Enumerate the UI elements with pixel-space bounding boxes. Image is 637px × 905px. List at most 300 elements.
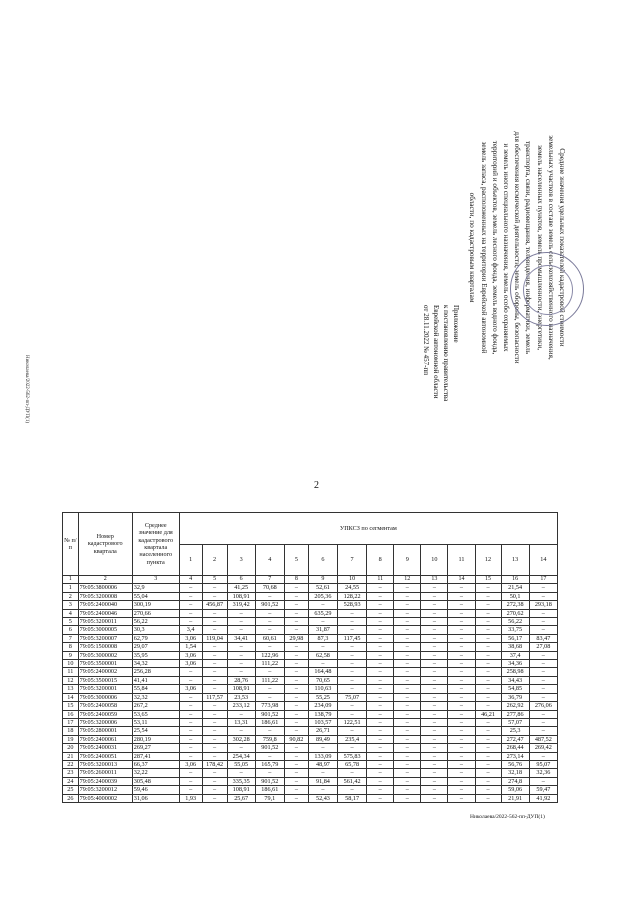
table-cell: 138,79 xyxy=(308,710,337,718)
table-cell: – xyxy=(448,584,475,592)
table-cell: 79:05:3200006 xyxy=(78,718,132,726)
table-cell: – xyxy=(475,592,501,600)
table-cell: 79:05:3000006 xyxy=(78,693,132,701)
table-cell: – xyxy=(421,735,448,743)
table-cell: 53,65 xyxy=(132,710,179,718)
table-cell: 79:05:3500015 xyxy=(78,676,132,684)
table-cell: 62,79 xyxy=(132,634,179,642)
table-cell: – xyxy=(308,618,337,626)
table-cell: – xyxy=(475,735,501,743)
table-cell: – xyxy=(308,786,337,794)
segment-header: 7 xyxy=(338,544,367,576)
table-cell: – xyxy=(421,752,448,760)
table-cell: 108,91 xyxy=(227,685,255,693)
table-cell: – xyxy=(529,710,557,718)
table-cell: – xyxy=(202,794,227,802)
table-row xyxy=(63,668,558,676)
table-cell: – xyxy=(284,660,308,668)
table-cell: 34,41 xyxy=(227,634,255,642)
table-cell: – xyxy=(475,777,501,785)
table-cell: – xyxy=(179,752,202,760)
table-cell: 79:05:2400031 xyxy=(78,744,132,752)
table-cell: 273,14 xyxy=(501,752,529,760)
column-number: 6 xyxy=(227,576,255,584)
table-cell: 89,49 xyxy=(308,735,337,743)
table-cell: 103,57 xyxy=(308,718,337,726)
table-cell: – xyxy=(227,651,255,659)
table-cell: 20 xyxy=(63,744,79,752)
table-cell: – xyxy=(367,794,394,802)
table-cell: 272,47 xyxy=(501,735,529,743)
segment-header: 1 xyxy=(179,544,202,576)
table-cell: 79:05:3500001 xyxy=(78,660,132,668)
table-cell: 79:05:3200008 xyxy=(78,592,132,600)
table-cell: – xyxy=(202,668,227,676)
table-cell: – xyxy=(421,660,448,668)
table-cell: – xyxy=(179,601,202,609)
table-cell: 29,98 xyxy=(284,634,308,642)
table-cell: – xyxy=(367,601,394,609)
table-cell: – xyxy=(421,794,448,802)
table-cell: – xyxy=(179,702,202,710)
table-cell: 48,97 xyxy=(308,760,337,768)
table-cell: – xyxy=(394,601,421,609)
table-cell: – xyxy=(367,710,394,718)
table-cell: – xyxy=(255,643,284,651)
table-cell: 7 xyxy=(63,634,79,642)
col-header-quarter: Номер кадастрового квартала xyxy=(78,513,132,576)
table-cell: – xyxy=(421,769,448,777)
table-cell: – xyxy=(394,676,421,684)
table-cell: 90,82 xyxy=(284,735,308,743)
table-cell: 8 xyxy=(63,643,79,651)
table-cell: – xyxy=(284,626,308,634)
table-cell: 31,87 xyxy=(308,626,337,634)
column-number: 11 xyxy=(367,576,394,584)
table-cell: 83,47 xyxy=(529,634,557,642)
table-cell: 302,28 xyxy=(227,735,255,743)
table-cell: – xyxy=(529,626,557,634)
table-cell: – xyxy=(421,685,448,693)
table-cell: 32,32 xyxy=(132,693,179,701)
table-cell: 46,21 xyxy=(475,710,501,718)
table-cell: 3,4 xyxy=(179,626,202,634)
table-cell: – xyxy=(448,651,475,659)
table-cell: – xyxy=(367,618,394,626)
table-cell: – xyxy=(421,584,448,592)
table-cell: 31,06 xyxy=(132,794,179,802)
column-number: 17 xyxy=(529,576,557,584)
table-cell: – xyxy=(338,744,367,752)
table-cell: 561,42 xyxy=(338,777,367,785)
table-cell: – xyxy=(284,794,308,802)
table-cell: 56,22 xyxy=(132,618,179,626)
table-cell: 277,86 xyxy=(501,710,529,718)
table-cell: 70,65 xyxy=(308,676,337,684)
table-cell: – xyxy=(529,727,557,735)
table-cell: 32,22 xyxy=(132,769,179,777)
table-cell: – xyxy=(179,727,202,735)
table-cell: – xyxy=(394,693,421,701)
appendix-line: Еврейской автономной области xyxy=(432,305,440,399)
table-cell: 256,28 xyxy=(132,668,179,676)
table-row xyxy=(63,735,558,743)
table-cell: 335,35 xyxy=(227,777,255,785)
table-cell: – xyxy=(284,693,308,701)
table-cell: – xyxy=(284,651,308,659)
table-cell: – xyxy=(202,786,227,794)
table-cell: 13 xyxy=(63,685,79,693)
table-cell: – xyxy=(338,676,367,684)
table-cell: – xyxy=(202,769,227,777)
table-cell: 79:05:2400051 xyxy=(78,752,132,760)
table-row xyxy=(63,794,558,802)
table-cell: – xyxy=(421,609,448,617)
table-cell: 1 xyxy=(63,584,79,592)
table-cell: – xyxy=(367,718,394,726)
column-number: 13 xyxy=(421,576,448,584)
table-cell: – xyxy=(202,651,227,659)
table-cell: 79:05:2400039 xyxy=(78,777,132,785)
table-cell: 111,22 xyxy=(255,676,284,684)
table-cell: 254,34 xyxy=(227,752,255,760)
table-cell: 70,68 xyxy=(255,584,284,592)
table-cell: 32,9 xyxy=(132,584,179,592)
table-cell: – xyxy=(255,668,284,676)
table-cell: – xyxy=(448,718,475,726)
table-cell: – xyxy=(421,651,448,659)
table-cell: – xyxy=(448,769,475,777)
table-cell: – xyxy=(308,643,337,651)
table-cell: 17 xyxy=(63,718,79,726)
column-number: 7 xyxy=(255,576,284,584)
column-number: 12 xyxy=(394,576,421,584)
table-cell: – xyxy=(367,592,394,600)
table-cell: – xyxy=(394,718,421,726)
table-cell: 319,42 xyxy=(227,601,255,609)
column-number: 1 xyxy=(63,576,79,584)
table-cell: – xyxy=(421,592,448,600)
appendix-block xyxy=(421,305,461,455)
table-cell: – xyxy=(284,752,308,760)
table-cell: 18 xyxy=(63,727,79,735)
table-cell: 41,25 xyxy=(227,584,255,592)
table-cell: 3,06 xyxy=(179,760,202,768)
official-seal-inner xyxy=(523,265,573,315)
appendix-line: к постановлению правительства xyxy=(442,305,450,402)
table-row xyxy=(63,777,558,785)
table-cell: – xyxy=(394,735,421,743)
table-cell: – xyxy=(338,626,367,634)
table-cell: 41,92 xyxy=(529,794,557,802)
table-cell: 24 xyxy=(63,777,79,785)
table-cell: – xyxy=(284,702,308,710)
table-cell: – xyxy=(284,584,308,592)
segment-header: 12 xyxy=(475,544,501,576)
table-cell: 27,08 xyxy=(529,643,557,651)
table-cell: 37,4 xyxy=(501,651,529,659)
table-cell: – xyxy=(284,643,308,651)
table-cell: – xyxy=(202,609,227,617)
heading-line: территорий и объектов, земель лесного фонда, земель водного фонда, xyxy=(490,140,499,355)
table-cell: – xyxy=(448,618,475,626)
table-cell: 575,83 xyxy=(338,752,367,760)
table-cell: 274,8 xyxy=(501,777,529,785)
table-cell: – xyxy=(367,702,394,710)
table-cell: 2 xyxy=(63,592,79,600)
table-cell: – xyxy=(227,744,255,752)
table-cell: – xyxy=(367,760,394,768)
table-cell: 108,91 xyxy=(227,592,255,600)
table-cell: – xyxy=(227,710,255,718)
table-cell: 29,07 xyxy=(132,643,179,651)
table-cell: 119,04 xyxy=(202,634,227,642)
table-cell: 10 xyxy=(63,660,79,668)
table-cell: – xyxy=(421,601,448,609)
table-cell: – xyxy=(367,727,394,735)
table-cell: – xyxy=(367,777,394,785)
col-header-num: № п/п xyxy=(63,513,79,576)
table-cell: – xyxy=(227,626,255,634)
column-number: 15 xyxy=(475,576,501,584)
table-cell: 56,22 xyxy=(501,618,529,626)
table-cell: 25,67 xyxy=(227,794,255,802)
table-cell: 53,11 xyxy=(132,718,179,726)
table-cell: – xyxy=(529,609,557,617)
table-cell: 276,06 xyxy=(529,702,557,710)
heading-line: земель населенных пунктов, земель промышленности, энергетики, xyxy=(535,144,544,351)
table-cell: 91,84 xyxy=(308,777,337,785)
table-cell: – xyxy=(394,786,421,794)
table-cell: 79:05:2600011 xyxy=(78,769,132,777)
table-cell: 21,91 xyxy=(501,794,529,802)
column-number: 4 xyxy=(179,576,202,584)
table-cell: – xyxy=(202,660,227,668)
table-row xyxy=(63,618,558,626)
table-row xyxy=(63,634,558,642)
table-row xyxy=(63,786,558,794)
table-cell: – xyxy=(227,727,255,735)
table-cell: – xyxy=(202,744,227,752)
table-cell: 267,2 xyxy=(132,702,179,710)
table-cell: – xyxy=(255,752,284,760)
table-cell: – xyxy=(475,727,501,735)
table-cell: – xyxy=(202,718,227,726)
table-cell: 21,54 xyxy=(501,584,529,592)
table-row xyxy=(63,710,558,718)
table-cell: 41,41 xyxy=(132,676,179,684)
table-cell: – xyxy=(421,634,448,642)
table-cell: – xyxy=(227,618,255,626)
heading-line: земельных участков в составе земель сельскохозяйственного назначения, xyxy=(546,135,555,360)
table-cell: – xyxy=(202,735,227,743)
table-cell: – xyxy=(448,685,475,693)
table-cell: 79:05:3200013 xyxy=(78,760,132,768)
table-cell: 25,3 xyxy=(501,727,529,735)
table-cell: 79:05:3000005 xyxy=(78,626,132,634)
table-cell: – xyxy=(448,786,475,794)
table-cell: – xyxy=(367,685,394,693)
table-cell: – xyxy=(394,584,421,592)
table-cell: – xyxy=(284,769,308,777)
table-cell: 32,18 xyxy=(501,769,529,777)
table-cell: – xyxy=(202,618,227,626)
table-cell: – xyxy=(394,752,421,760)
table-cell: 59,46 xyxy=(132,786,179,794)
table-cell: – xyxy=(367,651,394,659)
col-header-avg: Среднее значение для кадастрового квартала населенного пункта xyxy=(132,513,179,576)
table-cell: – xyxy=(179,777,202,785)
table-cell: – xyxy=(448,752,475,760)
table-cell: 1,93 xyxy=(179,794,202,802)
table-cell: – xyxy=(179,584,202,592)
table-cell: – xyxy=(448,601,475,609)
table-row xyxy=(63,601,558,609)
table-cell: – xyxy=(367,693,394,701)
table-cell: – xyxy=(308,660,337,668)
table-cell: – xyxy=(394,668,421,676)
table-cell: – xyxy=(202,727,227,735)
table-row xyxy=(63,685,558,693)
table-cell: – xyxy=(202,676,227,684)
table-cell: 55,04 xyxy=(132,592,179,600)
table-cell: – xyxy=(475,643,501,651)
table-cell: 233,12 xyxy=(227,702,255,710)
table-cell: 773,98 xyxy=(255,702,284,710)
table-cell: – xyxy=(475,609,501,617)
table-cell: – xyxy=(202,626,227,634)
heading-line: и земель иного специального назначения, земель особо охраняемых xyxy=(501,143,510,352)
table-cell: 11 xyxy=(63,668,79,676)
table-cell: 79:05:1500008 xyxy=(78,643,132,651)
table-cell: – xyxy=(202,752,227,760)
table-cell: – xyxy=(255,626,284,634)
table-cell: 56,76 xyxy=(501,760,529,768)
table-cell: – xyxy=(202,685,227,693)
table-cell: – xyxy=(421,626,448,634)
table-cell: 25 xyxy=(63,786,79,794)
table-cell: – xyxy=(202,710,227,718)
table-cell: – xyxy=(367,634,394,642)
table-row xyxy=(63,718,558,726)
table-cell: – xyxy=(202,643,227,651)
column-number: 5 xyxy=(202,576,227,584)
table-cell: – xyxy=(394,794,421,802)
table-cell: – xyxy=(394,618,421,626)
table-cell: 33,75 xyxy=(501,626,529,634)
table-cell: – xyxy=(338,685,367,693)
table-cell: 34,36 xyxy=(501,660,529,668)
table-cell: – xyxy=(421,702,448,710)
table-cell: 262,92 xyxy=(501,702,529,710)
page-number: 2 xyxy=(314,480,319,491)
table-cell: 122,51 xyxy=(338,718,367,726)
table-cell: – xyxy=(394,777,421,785)
table-cell: – xyxy=(421,693,448,701)
column-number: 3 xyxy=(132,576,179,584)
table-cell: 269,42 xyxy=(529,744,557,752)
table-cell: 3,06 xyxy=(179,634,202,642)
table-cell: – xyxy=(308,601,337,609)
table-cell: 79:05:3200007 xyxy=(78,634,132,642)
table-cell: 26,71 xyxy=(308,727,337,735)
table-cell: 79:05:2400058 xyxy=(78,702,132,710)
table-cell: 75,07 xyxy=(338,693,367,701)
table-cell: 23 xyxy=(63,769,79,777)
table-cell: – xyxy=(394,744,421,752)
segment-header: 2 xyxy=(202,544,227,576)
table-cell: – xyxy=(448,693,475,701)
table-cell: – xyxy=(394,626,421,634)
table-cell: – xyxy=(338,668,367,676)
table-cell: – xyxy=(394,769,421,777)
table-cell: – xyxy=(475,685,501,693)
table-cell: 79:05:3200011 xyxy=(78,618,132,626)
table-cell: – xyxy=(367,668,394,676)
official-seal xyxy=(510,252,584,326)
column-number: 9 xyxy=(308,576,337,584)
table-cell: – xyxy=(448,676,475,684)
table-cell: 23,53 xyxy=(227,693,255,701)
table-cell: – xyxy=(179,618,202,626)
table-cell: – xyxy=(284,592,308,600)
table-row xyxy=(63,651,558,659)
table-cell: 128,22 xyxy=(338,592,367,600)
footer-doc-code: Николаева/2022-562-пп-ДУП(1) xyxy=(470,814,545,820)
segment-header: 14 xyxy=(529,544,557,576)
table-cell: – xyxy=(529,676,557,684)
table-cell: – xyxy=(421,718,448,726)
table-cell: 300,19 xyxy=(132,601,179,609)
column-number: 14 xyxy=(448,576,475,584)
table-cell: – xyxy=(448,634,475,642)
table-cell: – xyxy=(255,618,284,626)
table-cell: – xyxy=(475,702,501,710)
table-cell: – xyxy=(367,660,394,668)
table-cell: – xyxy=(475,760,501,768)
table-cell: – xyxy=(255,769,284,777)
table-cell: – xyxy=(448,794,475,802)
table-cell: – xyxy=(529,777,557,785)
table-cell: – xyxy=(394,609,421,617)
table-cell: – xyxy=(179,735,202,743)
table-cell: – xyxy=(529,592,557,600)
table-cell: 87,3 xyxy=(308,634,337,642)
table-row xyxy=(63,584,558,592)
table-cell: – xyxy=(394,660,421,668)
table-cell: – xyxy=(475,786,501,794)
table-cell: – xyxy=(179,668,202,676)
table-cell: – xyxy=(475,668,501,676)
table-cell: – xyxy=(255,685,284,693)
table-cell: 3,06 xyxy=(179,685,202,693)
table-cell: 79:05:3000002 xyxy=(78,651,132,659)
table-cell: – xyxy=(475,794,501,802)
table-cell: – xyxy=(448,735,475,743)
table-cell: 79:05:2400059 xyxy=(78,710,132,718)
table-cell: – xyxy=(227,609,255,617)
table-cell: – xyxy=(179,609,202,617)
table-cell: 528,93 xyxy=(338,601,367,609)
table-cell: 235,4 xyxy=(338,735,367,743)
table-row xyxy=(63,609,558,617)
table-cell: – xyxy=(255,592,284,600)
table-cell: 59,47 xyxy=(529,786,557,794)
table-cell: – xyxy=(338,786,367,794)
table-cell: 55,05 xyxy=(227,760,255,768)
table-cell: – xyxy=(227,668,255,676)
table-cell: 34,32 xyxy=(132,660,179,668)
